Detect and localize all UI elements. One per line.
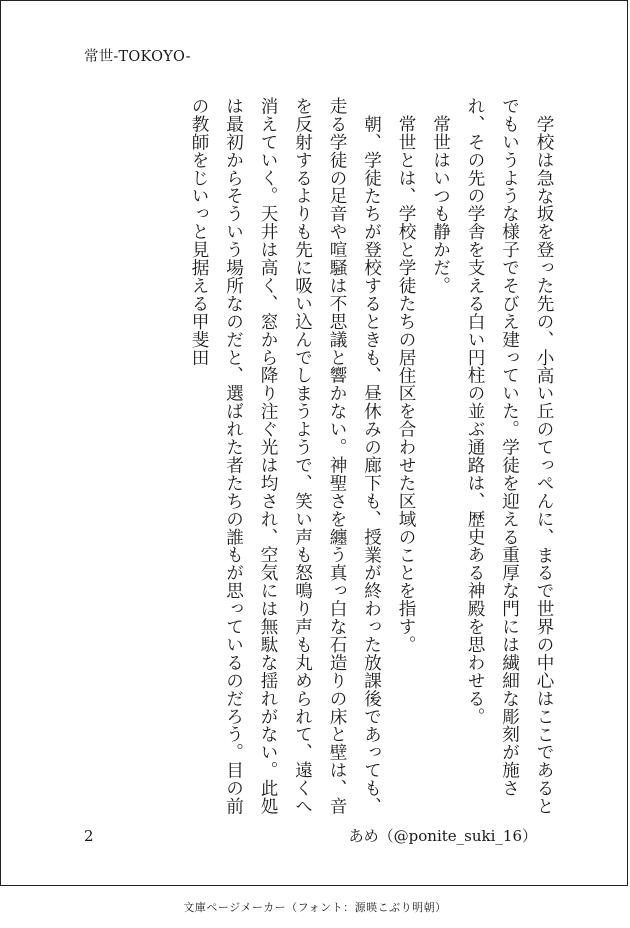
page-number: 2 — [84, 827, 94, 845]
paragraph-1: 学校は急な坂を登った先の、小高い丘のてっぺんに、まるで世界の中心はここであるとでもいうような様子でそびえ建っていた。学徒を迎える重厚な門には繊細な彫刻が施され、その先の学舎を支える白い円柱の並ぶ通路は、歴史ある神殿を思わせる。 — [465, 97, 554, 815]
vertical-body-text — [182, 97, 562, 817]
paragraph-3: 常世とは、学校と学徒たちの居住区を合わせた区域のことを指す。 — [396, 114, 416, 654]
paragraph-2: 常世はいつも静かだ。 — [430, 114, 451, 295]
paragraph-4: 朝、学徒たちが登校するときも、昼休みの廊下も、授業が終わった放課後であっても、走る学徒の足音や喧騒は不思議と響かない。神聖さを纏う真っ白な石造りの床と壁は、音を反射するよりも先に吸い込んでしまうようで、笑い声も怒鳴り声も丸められて、遠くへ消えていく。天井は高く、窓から降り注ぐ光は均され、空気には無駄な揺れがない。此処は最初からそういう場所なのだと、選ばれた者たちの誰もが思っているのだろう。目の前の教師をじいっと見据える甲斐田 — [189, 97, 382, 815]
running-header-title: 常世-TOKOYO- — [84, 49, 191, 65]
generator-credit: 文庫ページメーカー（フォント：源暎こぶり明朝） — [183, 901, 447, 914]
author-credit: あめ（@ponite_suki_16） — [348, 827, 537, 845]
